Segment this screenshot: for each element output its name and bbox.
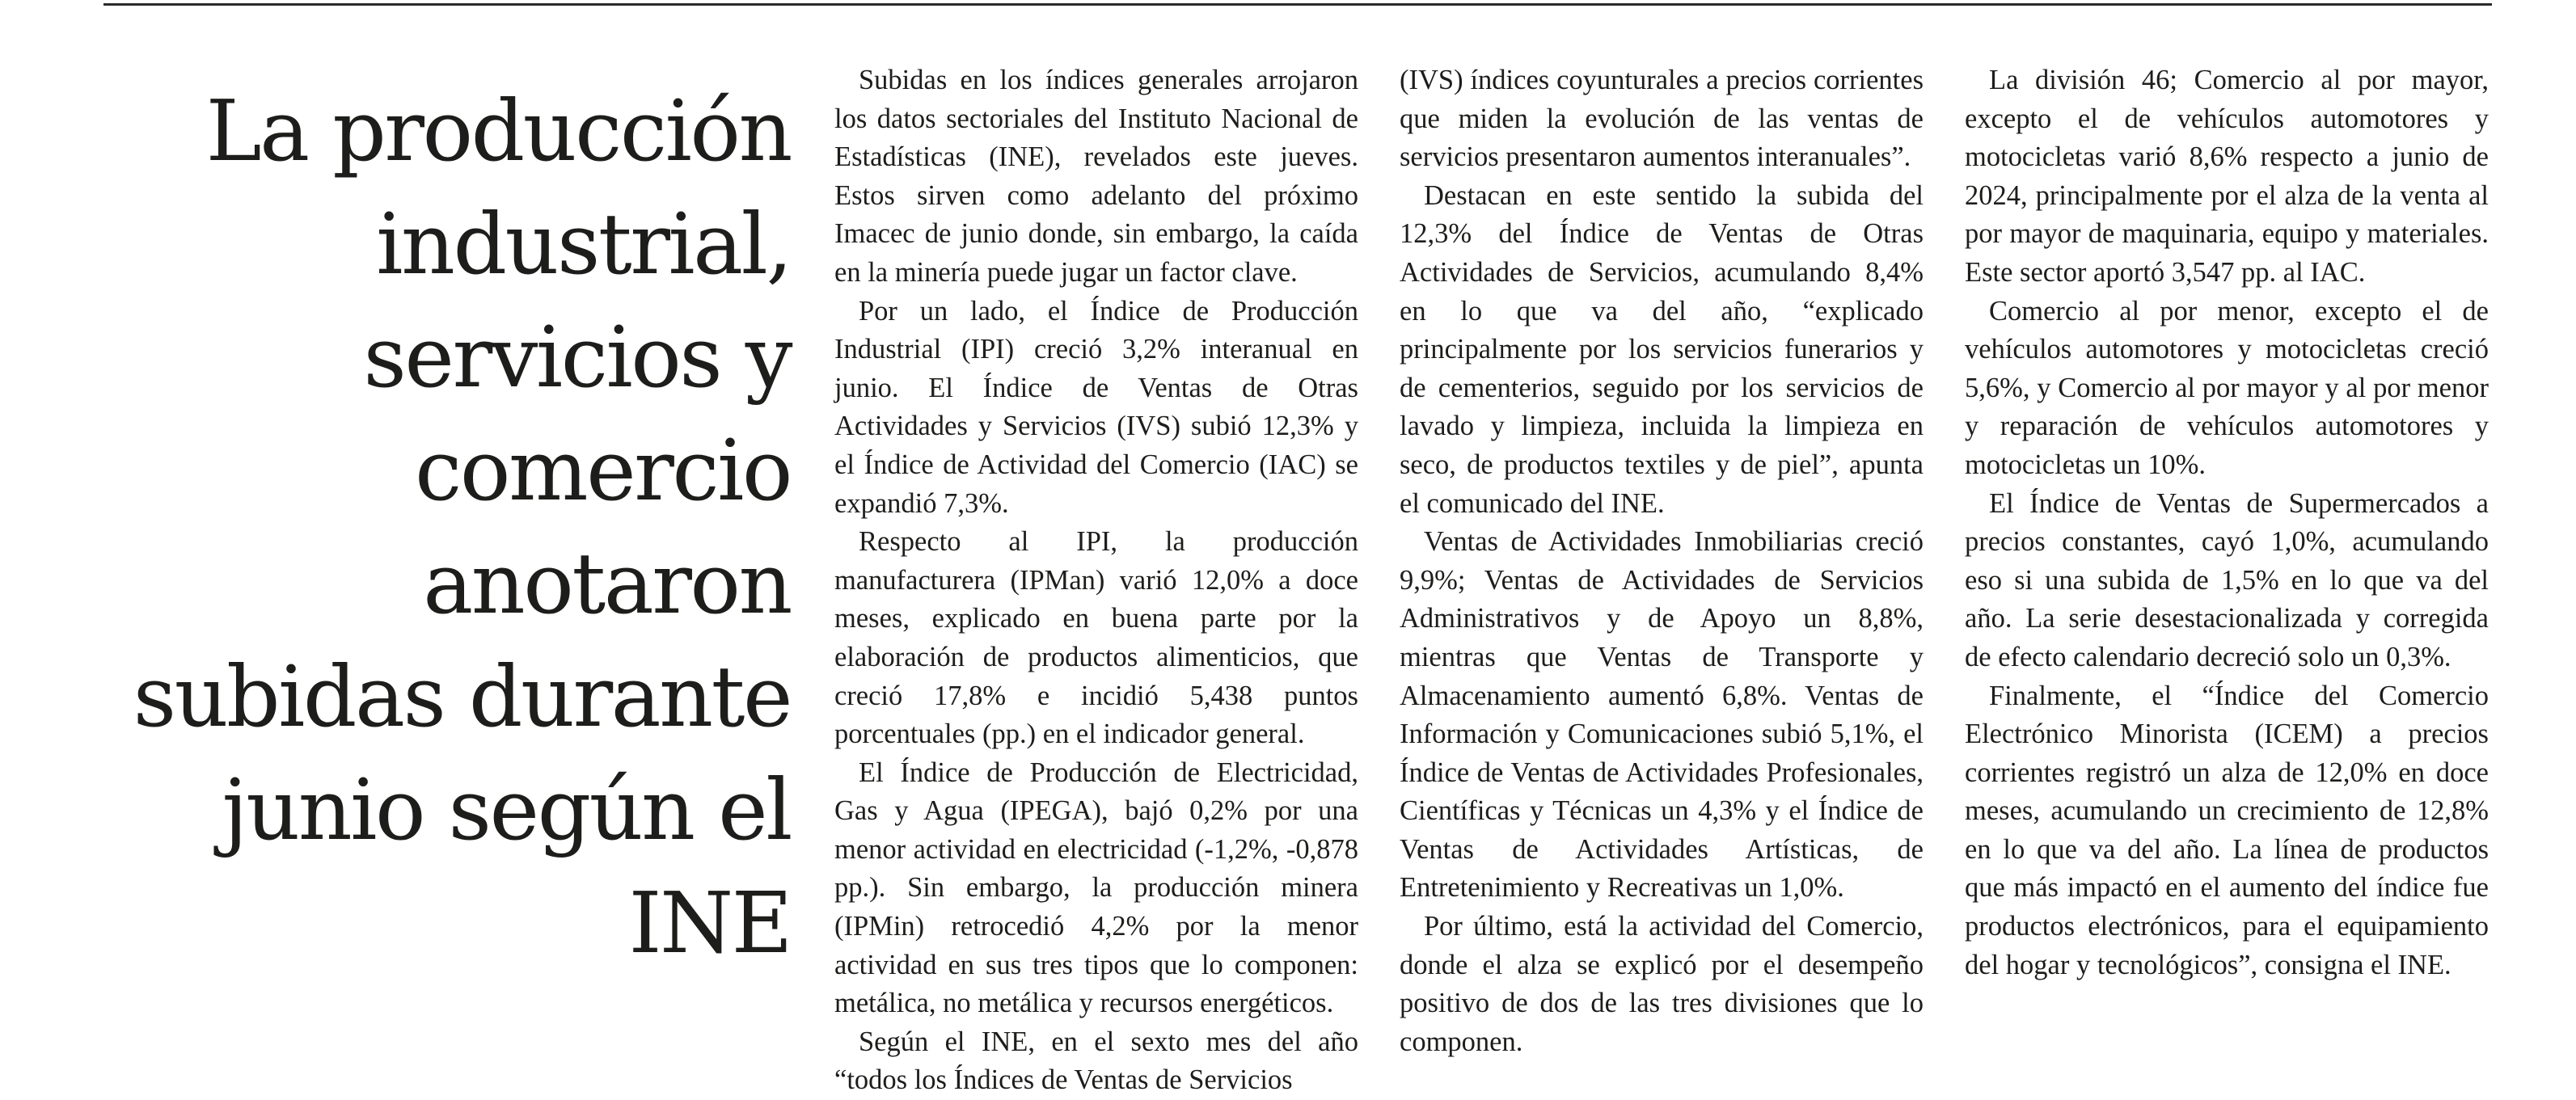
paragraph: El Índice de Ventas de Supermercados a precios constantes, cayó 1,0%, acumulando eso si una subida de 1,5% en lo que va del año. La serie desestacionalizada y corregida de efecto calendario decreció solo un 0,3%. bbox=[1965, 487, 2489, 672]
paragraph: Por un lado, el Índice de Producción Industrial (IPI) creció 3,2% interanual en junio. El Índice de Ventas de Otras Actividades y Servicios (IVS) subió 12,3% y el Índice de Actividad del Comercio (IAC) se expandió 7,3%. bbox=[834, 295, 1358, 519]
text-column-1 bbox=[834, 61, 1358, 1100]
paragraph: Según el INE, en el sexto mes del año “todos los Índices de Ventas de Servicios bbox=[834, 1026, 1358, 1096]
paragraph: Finalmente, el “Índice del Comercio Electrónico Minorista (ICEM) a precios corrientes registró un alza de 12,0% en doce meses, acumulando un crecimiento de 12,8% en lo que va del año. La línea de productos que más impactó en el aumento del índice fue productos electrónicos, para el equipamiento del hogar y tecnológicos”, consigna el INE. bbox=[1965, 680, 2489, 980]
paragraph: Destacan en este sentido la subida del 12,3% del Índice de Ventas de Otras Actividades de Servicios, acumulando 8,4% en lo que va del año, “explicado principalmente por los servicios funerarios y de cementerios, seguido por los servicios de lavado y limpieza, incluida la limpieza en seco, de productos textiles y de piel”, apunta el comunicado del INE. bbox=[1400, 179, 1924, 519]
paragraph: Comercio al por menor, excepto el de vehículos automotores y motocicletas creció 5,6%, y Comercio al por mayor y al por menor y reparación de vehículos automotores y motocicletas un 10%. bbox=[1965, 295, 2489, 480]
paragraph: Por último, está la actividad del Comercio, donde el alza se explicó por el desempeño positivo de dos de las tres divisiones que lo componen. bbox=[1400, 911, 1924, 1057]
paragraph: Subidas en los índices generales arrojaron los datos sectoriales del Instituto Nacional de Estadísticas (INE), revelados este jueves. Estos sirven como adelanto del próximo Imacec de junio donde, sin embargo, la caída en la minería puede jugar un factor clave. bbox=[834, 65, 1358, 288]
top-rule bbox=[103, 3, 2492, 6]
paragraph: El Índice de Producción de Electricidad, Gas y Agua (IPEGA), bajó 0,2% por una menor actividad en electricidad (-1,2%, -0,878 pp.). Sin embargo, la producción minera (IPMin) retrocedió 4,2% por la menor actividad en sus tres tipos que lo componen: metálica, no metálica y recursos energéticos. bbox=[834, 757, 1358, 1019]
paragraph-continued: (IVS) índices coyunturales a precios corrientes que miden la evolución de las ventas de servicios presentaron aumentos interanuales”. bbox=[1400, 65, 1924, 173]
headline: La producción industrial, servicios y comercio anotaron subidas durante junio según el INE bbox=[133, 82, 791, 972]
paragraph: Respecto al IPI, la producción manufacturera (IPMan) varió 12,0% a doce meses, explicado en buena parte por la elaboración de productos alimenticios, que creció 17,8% e incidió 5,438 puntos porcentuales (pp.) en el indicador general. bbox=[834, 526, 1358, 750]
paragraph: La división 46; Comercio al por mayor, excepto el de vehículos automotores y motocicletas varió 8,6% respecto a junio de 2024, principalmente por el alza de la venta al por mayor de maquinaria, equipo y materiales. Este sector aportó 3,547 pp. al IAC. bbox=[1965, 65, 2489, 288]
paragraph: Ventas de Actividades Inmobiliarias creció 9,9%; Ventas de Actividades de Servicios Administrativos y de Apoyo un 8,8%, mientras que Ventas de Transporte y Almacenamiento aumentó 6,8%. Ventas de Información y Comunicaciones subió 5,1%, el Índice de Ventas de Actividades Profesionales, Científicas y Técnicas un 4,3% y el Índice de Ventas de Actividades Artísticas, de Entretenimiento y Recreativas un 1,0%. bbox=[1400, 526, 1924, 904]
text-column-2 bbox=[1400, 61, 1924, 1061]
text-column-3 bbox=[1965, 61, 2489, 984]
